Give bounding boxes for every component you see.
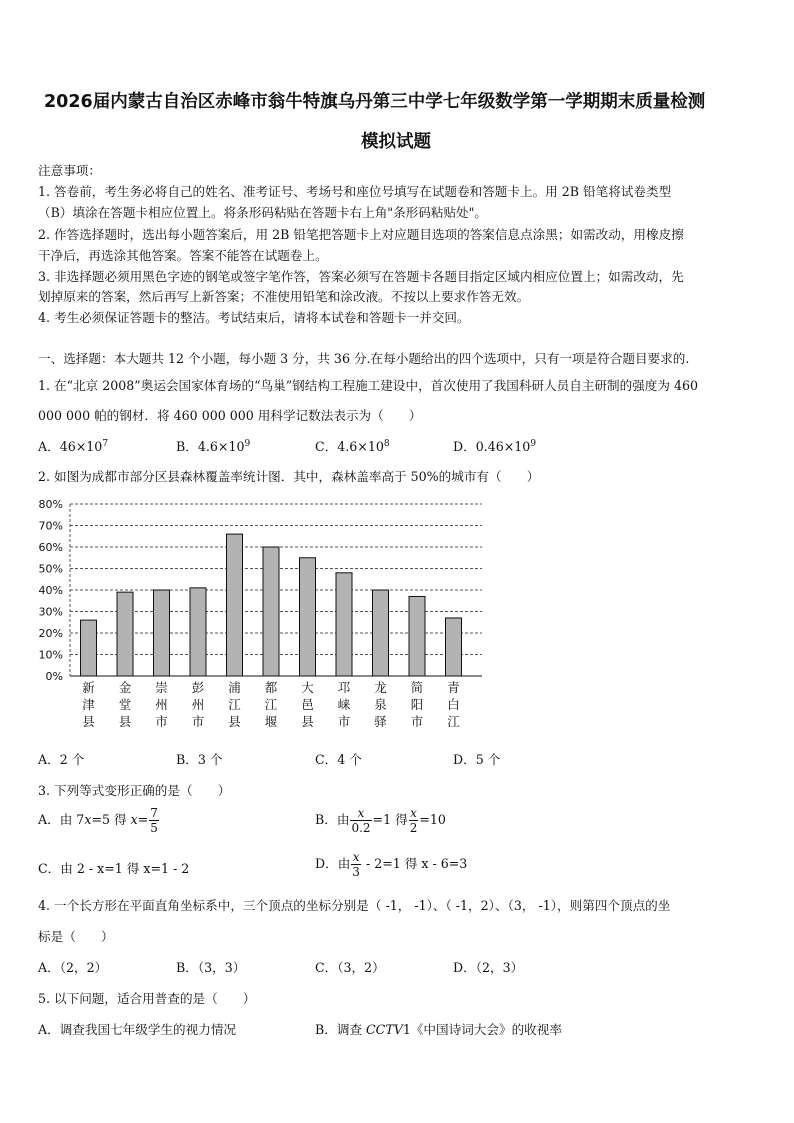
bar bbox=[409, 596, 425, 676]
x-tick-label: 浦江县 bbox=[228, 680, 241, 729]
bar bbox=[336, 573, 352, 676]
x-tick-label: 邛崃市 bbox=[337, 680, 351, 729]
y-tick-label: 80% bbox=[38, 498, 63, 511]
bar bbox=[227, 534, 243, 676]
bar bbox=[300, 558, 316, 676]
bar bbox=[446, 618, 462, 676]
y-tick-label: 50% bbox=[38, 562, 63, 576]
x-tick-label: 崇州市 bbox=[155, 680, 168, 729]
page-title: 2026届内蒙古自治区赤峰市翁牛特旗乌丹第三中学七年级数学第一学期期末质量检测 bbox=[44, 92, 706, 112]
q3-option-d: D．由 $\frac{x}{3}$ - 2=1 得 x - 6=3 bbox=[315, 850, 468, 879]
bar bbox=[373, 590, 389, 676]
q5-option-a: A．调查我国七年级学生的视力情况 bbox=[38, 1022, 237, 1037]
q5-option-b: B．调查 CCTV1《中国诗词大会》的收视率 bbox=[315, 1022, 562, 1037]
q1-option-c: C．$4.6\times 10^8$ bbox=[315, 438, 390, 454]
y-tick-label: 70% bbox=[38, 519, 63, 533]
bar bbox=[190, 588, 206, 676]
x-tick-label: 金堂县 bbox=[118, 680, 132, 729]
notice-line: 4. 考生必须保证答题卡的整洁。考试结束后，请将本试卷和答题卡一并交回。 bbox=[38, 310, 470, 325]
q4-option-d: D．（2，3） bbox=[453, 960, 524, 975]
question-1-line2: 000 000 帕的钢材．将 460 000 000 用科学记数法表示为（ ） bbox=[38, 408, 422, 423]
q3-option-a: A．由 7x=5 得 x= $\frac{7}{5}$ bbox=[38, 806, 158, 835]
y-tick-label: 0% bbox=[45, 670, 63, 683]
y-tick-label: 30% bbox=[38, 605, 63, 619]
q2-option-b: B．3 个 bbox=[176, 752, 223, 767]
question-4-line2: 标是（ ） bbox=[38, 929, 114, 944]
notice-line: 1. 答卷前，考生务必将自己的姓名、准考证号、考场号和座位号填写在试题卷和答题卡上。用 2B 铅笔将试卷类型 bbox=[38, 184, 672, 199]
q1-option-a: A．$46\times 10^7$ bbox=[38, 438, 109, 454]
y-tick-label: 60% bbox=[38, 541, 63, 554]
q3-option-b: B．由 $\frac{x}{0.2}$ =1 得 $\frac{x}{2}$ =10 bbox=[315, 806, 446, 835]
x-tick-label: 青白江 bbox=[447, 680, 460, 729]
notice-line: 干净后，再选涂其他答案。答案不能答在试题卷上。 bbox=[38, 248, 328, 263]
page-title-line2: 模拟试题 bbox=[361, 132, 431, 152]
q1-option-b: B．$4.6\times 10^9$ bbox=[176, 438, 251, 454]
notice-line: （B）填涂在答题卡相应位置上。将条形码粘贴在答题卡右上角"条形码粘贴处"。 bbox=[38, 205, 488, 220]
question-2: 2. 如图为成都市部分区县森林覆盖率统计图．其中，森林盖率高于 50%的城市有（ ） bbox=[38, 469, 540, 484]
x-tick-label: 简阳市 bbox=[410, 680, 424, 729]
q2-option-d: D．5 个 bbox=[453, 752, 501, 767]
question-1-line1: 1. 在“北京 2008”奥运会国家体育场的“鸟巢”钢结构工程施工建设中，首次使用了我国科研人员自主研制的强度为 460 bbox=[38, 378, 698, 393]
q2-option-c: C．4 个 bbox=[315, 752, 362, 767]
question-4-line1: 4. 一个长方形在平面直角坐标系中，三个顶点的坐标分别是（ -1， -1）、（ -1，2）、（3， -1），则第四个顶点的坐 bbox=[38, 898, 671, 913]
x-tick-label: 新津县 bbox=[82, 680, 95, 729]
notice-heading: 注意事项： bbox=[38, 163, 101, 178]
forest-coverage-bar-chart bbox=[30, 494, 500, 739]
x-tick-label: 大邑县 bbox=[301, 680, 314, 729]
x-tick-label: 龙泉驿 bbox=[374, 680, 387, 729]
q3-option-c: C．由 2 - x=1 得 x=1 - 2 bbox=[38, 861, 190, 876]
bar bbox=[263, 547, 279, 676]
q2-option-a: A．2 个 bbox=[38, 752, 85, 767]
bar bbox=[81, 620, 97, 676]
x-tick-label: 都江堰 bbox=[264, 680, 278, 729]
x-tick-label: 彭州市 bbox=[191, 680, 205, 729]
q4-option-b: B．（3，3） bbox=[176, 960, 246, 975]
question-3: 3. 下列等式变形正确的是（ ） bbox=[38, 783, 231, 798]
q4-option-c: C．（3，2） bbox=[315, 960, 385, 975]
section-heading: 一、选择题：本大题共 12 个小题，每小题 3 分，共 36 分.在每小题给出的四个选项中，只有一项是符合题目要求的. bbox=[38, 351, 690, 366]
q1-option-d: D．$0.46\times 10^9$ bbox=[453, 438, 537, 454]
notice-line: 划掉原来的答案，然后再写上新答案；不准使用铅笔和涂改液。不按以上要求作答无效。 bbox=[38, 289, 530, 304]
notice-line: 3. 非选择题必须用黑色字迹的钢笔或签字笔作答，答案必须写在答题卡各题目指定区域内相应位置上；如需改动，先 bbox=[38, 269, 684, 284]
q4-option-a: A．（2，2） bbox=[38, 960, 108, 975]
notice-line: 2. 作答选择题时，选出每小题答案后，用 2B 铅笔把答题卡上对应题目选项的答案信息点涂黑；如需改动，用橡皮擦 bbox=[38, 227, 684, 242]
y-tick-label: 10% bbox=[38, 648, 63, 662]
bar bbox=[154, 590, 170, 676]
question-5: 5. 以下问题，适合用普查的是（ ） bbox=[38, 991, 256, 1006]
y-tick-label: 40% bbox=[38, 584, 63, 597]
bar bbox=[117, 592, 133, 676]
y-tick-label: 20% bbox=[38, 627, 63, 640]
